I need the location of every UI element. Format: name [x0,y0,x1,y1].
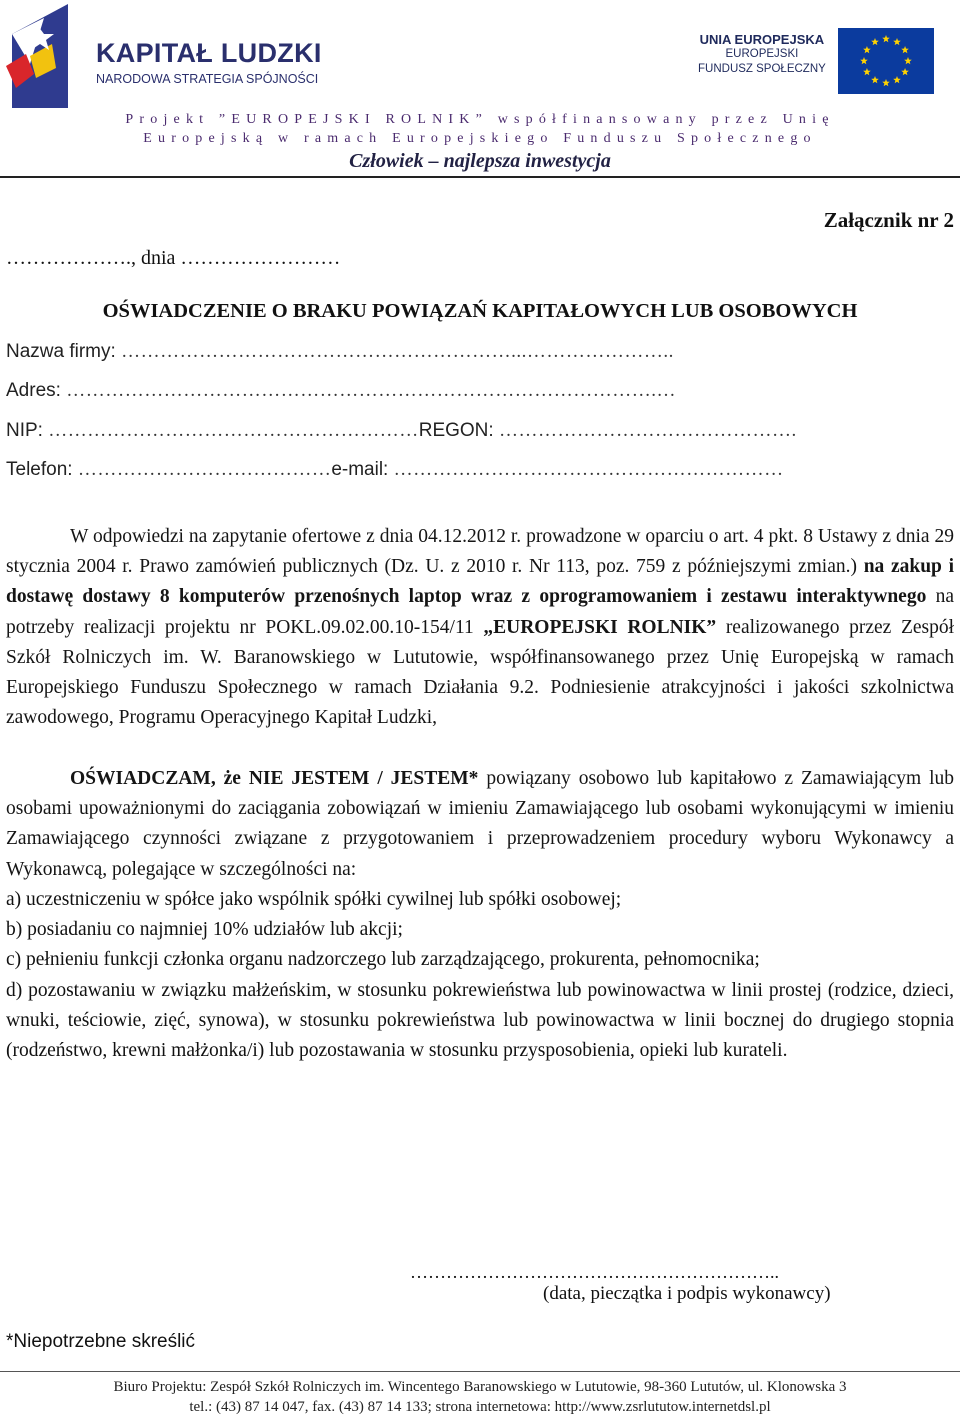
nip-label: NIP: [6,420,43,441]
attachment-label: Załącznik nr 2 [823,208,954,232]
list-item: a) uczestniczeniu w spółce jako wspólnik spółki cywilnej lub spółki osobowej; [6,889,622,910]
regon-dots: ………………………………………. [498,420,797,441]
footer-address: Biuro Projektu: Zespół Szkół Rolniczych im. Wincentego Baranowskiego w Lututowie, 98-360 Lututów, ul. Klonowska 3 [113,1379,847,1395]
para1-project-name: „EUROPEJSKI ROLNIK” [483,616,717,638]
list-item: b) posiadaniu co najmniej 10% udziałów lub akcji; [6,919,403,941]
footer-divider [0,1371,960,1372]
footnote: *Niepotrzebne skreślić [6,1331,196,1352]
declaration-heading: OŚWIADCZAM, że NIE JESTEM / JESTEM* [70,768,479,789]
eu-logo-line-3: FUNDUSZ SPOŁECZNY [698,63,826,75]
signature-line: …………………………………………………….. [410,1262,779,1282]
para1-text-3: realizowanego przez Zespół Szkół Rolniczych im. W. Baranowskiego w Lututowie, współfinansowanego przez Unię Europejską w ramach Europejskiego Funduszu Społecznego w ramach Działania 9.2. Podniesienie atrakcyjności i jakości szkolnictwa zawodowego, Programu Operacyjnego Kapitał Ludzki, [6,616,955,729]
para1-text-2: na potrzeby realizacji projektu nr POKL.09.02.00.10-154/11 [6,586,954,638]
page-title: OŚWIADCZENIE O BRAKU POWIĄZAŃ KAPITAŁOWYCH LUB OSOBOWYCH [102,300,858,322]
address-label: Adres: [6,380,61,401]
phone-label: Telefon: [6,459,73,480]
eu-logo-text [698,32,826,77]
eu-logo-line-2: EUROPEJSKI [725,48,799,60]
declaration-text: powiązany osobowo lub kapitałowo z Zamawiającym lub osobami upoważnionymi do zaciągania zobowiązań w imieniu Zamawiającego lub osobami wykonującymi w imieniu Zamawiającego czynności związane z przygotowaniem i przeprowadzeniem procedury wyboru Wykonawcy a Wykonawcą, polegające w szczególności na: [6,768,954,880]
regon-label: REGON: [418,420,494,441]
company-name-field [6,341,674,363]
motto: Człowiek – najlepsza inwestycja [349,150,611,172]
eu-logo-line-1: UNIA EUROPEJSKA [699,32,825,47]
header-divider [0,176,960,178]
footer-contact: tel.: (43) 87 14 047, fax. (43) 87 14 133; strona internetowa: http://www.zsrlututow.internetdsl.pl [189,1399,771,1415]
para1-text-1: W odpowiedzi na zapytanie ofertowe z dnia 04.12.2012 r. prowadzone w oparciu o art. 4 pkt. 8 Ustawy z dnia 29 stycznia 2004 r. Prawo zamówień publicznych (Dz. U. z 2010 r. Nr 113, poz. 759 z późniejszymi zmian.) [6,526,954,578]
para1-subject: na zakup i dostawę dostawy 8 komputerów przenośnych laptop wraz z oprogramowaniem i zestawu interaktywnego [6,556,955,608]
kapital-ludzki-logo [4,4,344,108]
project-line-1: Projekt ”EUROPEJSKI ROLNIK” współfinansowany przez Unię [125,112,835,127]
phone-email-field [6,459,784,481]
place-date-line: ………………., dnia …………………… [6,247,341,269]
project-line-2: Europejską w ramach Europejskiego Funduszu Społecznego [143,131,817,146]
nip-dots: ………………………………………………… [48,420,419,441]
company-name-dots: ……………………………………………………...………………….. [121,341,674,362]
kapital-ludzki-title: KAPITAŁ LUDZKI [96,38,322,68]
statement-paragraph-2 [6,764,954,885]
eu-social-fund-logo [668,4,956,108]
address-field [6,380,676,402]
address-dots: ……………………………………………………………………………….… [66,380,676,401]
relation-list [6,885,954,1066]
nip-regon-field [6,420,797,442]
email-label: e-mail: [331,459,389,480]
email-dots: …………………………………………………… [393,459,784,480]
kapital-ludzki-emblem-icon [4,4,74,108]
statement-paragraph-1 [6,522,954,733]
list-item: d) pozostawaniu w związku małżeńskim, w stosunku pokrewieństwa lub powinowactwa w linii prostej (rodzice, dzieci, wnuki, teściowie, zięć, synowa), w stosunku pokrewieństwa lub powinowactwa w linii bocznej do drugiego stopnia (rodzeństwo, krewni małżonka/i) lub pozostawania w stosunku przysposobienia, opieki lub kurateli. [6,979,954,1062]
eu-flag-icon [838,28,934,94]
signature-caption: (data, pieczątka i podpis wykonawcy) [543,1283,831,1304]
company-name-label: Nazwa firmy: [6,341,116,362]
kapital-ludzki-subtitle: NARODOWA STRATEGIA SPÓJNOŚCI [96,72,319,86]
list-item: c) pełnieniu funkcji członka organu nadzorczego lub zarządzającego, prokurenta, pełnomocnika; [6,949,760,971]
phone-dots: ………………………………… [77,459,332,480]
